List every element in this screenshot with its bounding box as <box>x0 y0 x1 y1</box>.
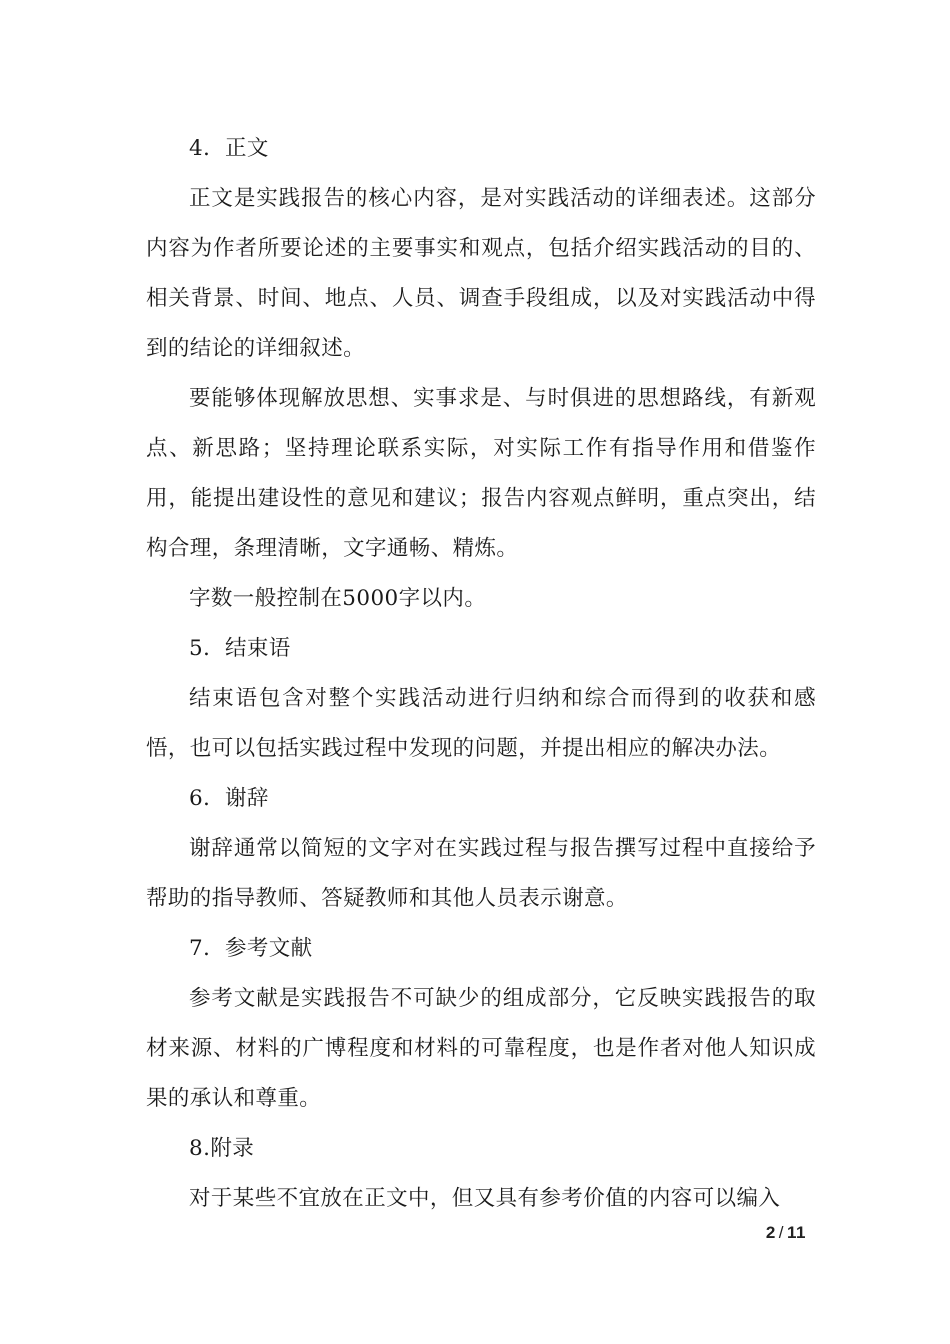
section-heading-conclusion: 5．结束语 <box>189 636 291 661</box>
section-heading-appendix: 8.附录 <box>189 1136 255 1161</box>
current-page-number: 2 <box>765 1223 776 1242</box>
page-number-separator: / <box>778 1223 785 1242</box>
paragraph-acknowledgements: 谢辞通常以简短的文字对在实践过程与报告撰写过程中直接给予帮助的指导教师、答疑教师和其他人员表示谢意。 <box>146 836 816 911</box>
page-body <box>146 124 816 1224</box>
paragraph-main-text-requirements: 要能够体现解放思想、实事求是、与时俱进的思想路线，有新观点、新思路；坚持理论联系实际，对实际工作有指导作用和借鉴作用，能提出建设性的意见和建议；报告内容观点鲜明，重点突出，结构合理，条理清晰，文字通畅、精炼。 <box>146 386 816 561</box>
paragraph-word-limit: 字数一般控制在5000字以内。 <box>189 586 487 611</box>
section-heading-acknowledgements: 6．谢辞 <box>189 786 269 811</box>
total-pages-number: 11 <box>787 1223 806 1242</box>
section-heading-main-text: 4．正文 <box>189 136 269 161</box>
paragraph-main-text-description: 正文是实践报告的核心内容，是对实践活动的详细表述。这部分内容为作者所要论述的主要事实和观点，包括介绍实践活动的目的、相关背景、时间、地点、人员、调查手段组成，以及对实践活动中得到的结论的详细叙述。 <box>146 186 816 361</box>
paragraph-references: 参考文献是实践报告不可缺少的组成部分，它反映实践报告的取材来源、材料的广博程度和材料的可靠程度，也是作者对他人知识成果的承认和尊重。 <box>146 986 816 1111</box>
section-heading-references: 7．参考文献 <box>189 936 313 961</box>
paragraph-appendix: 对于某些不宜放在正文中，但又具有参考价值的内容可以编入 <box>189 1186 781 1211</box>
page-number <box>766 1223 806 1243</box>
paragraph-conclusion: 结束语包含对整个实践活动进行归纳和综合而得到的收获和感悟，也可以包括实践过程中发现的问题，并提出相应的解决办法。 <box>146 686 816 761</box>
